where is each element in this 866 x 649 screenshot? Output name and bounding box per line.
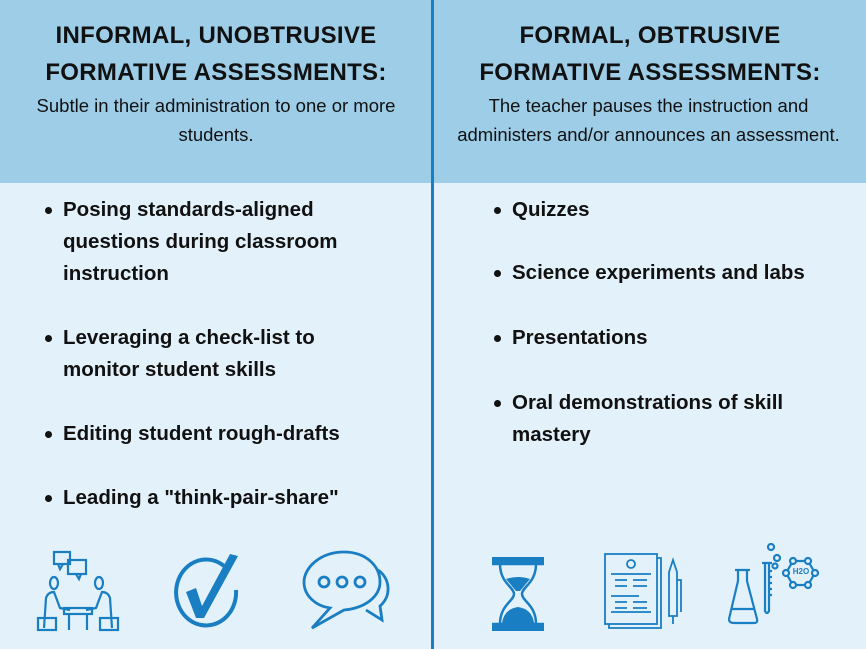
list-item: Oral demonstrations of skill mastery	[494, 387, 824, 451]
right-title	[434, 17, 866, 91]
right-list	[494, 194, 824, 451]
list-item: Science experiments and labs	[494, 257, 824, 289]
list-item: Quizzes	[494, 194, 824, 226]
list-item: Posing standards-aligned questions during classroom instruction	[45, 194, 385, 290]
column-divider	[431, 0, 434, 649]
right-title-line1: FORMAL, OBTRUSIVE	[519, 22, 781, 49]
list-item: Leveraging a check-list to monitor student skills	[45, 322, 385, 386]
left-title-line2: FORMATIVE ASSESSMENTS:	[45, 59, 387, 86]
left-title-line1: INFORMAL, UNOBTRUSIVE	[55, 22, 377, 49]
hourglass-icon	[492, 557, 544, 631]
list-item: Leading a "think-pair-share"	[45, 482, 385, 514]
list-item: Editing student rough-drafts	[45, 418, 385, 450]
right-title-line2: FORMATIVE ASSESSMENTS:	[479, 59, 821, 86]
document-pencil-icon	[603, 550, 687, 630]
students-discussion-icon	[36, 550, 120, 632]
left-subtitle: Subtle in their administration to one or more students.	[36, 95, 396, 145]
science-flask-icon	[728, 543, 828, 629]
left-title	[0, 17, 432, 91]
h2o-label: H2O	[792, 567, 810, 576]
speech-bubbles-icon	[300, 550, 394, 630]
checkmark-circle-icon	[174, 552, 244, 628]
left-list	[45, 194, 385, 514]
right-subtitle: The teacher pauses the instruction and administers and/or announces an assessment.	[457, 95, 840, 145]
list-item: Presentations	[494, 322, 824, 354]
